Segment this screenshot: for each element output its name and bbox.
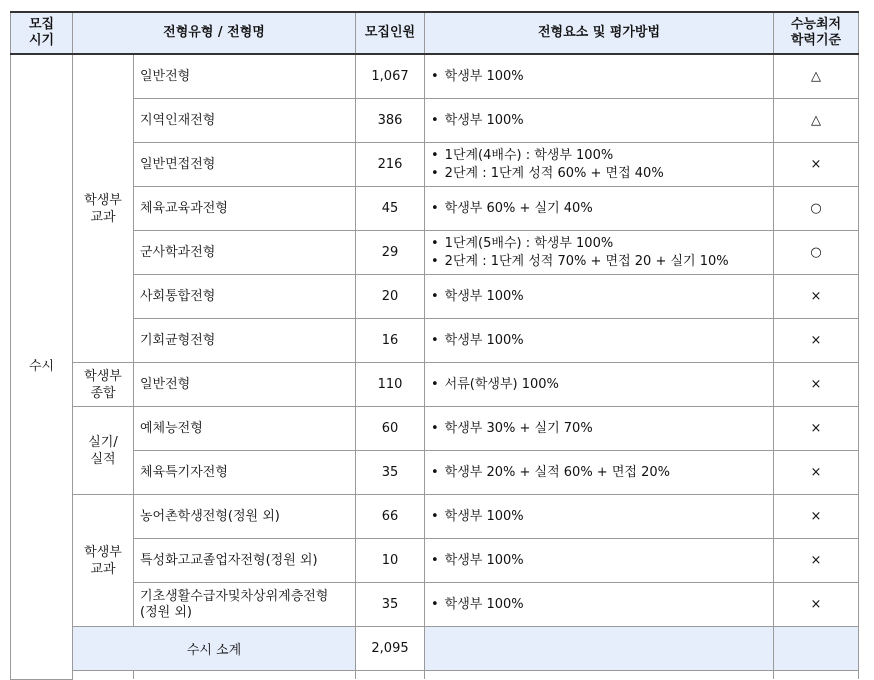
csat-symbol: ×	[774, 143, 859, 187]
table-row	[11, 407, 859, 451]
method-line: • 학생부 30% + 실기 70%	[431, 420, 773, 438]
admission-name: 사회통합전형	[134, 275, 356, 319]
admission-name: 체육교육과전형	[134, 187, 356, 231]
method-line: • 1단계(4배수) : 학생부 100%	[431, 147, 773, 165]
group-cell: 학생부 교과	[73, 54, 134, 363]
admission-name: 기회균형전형	[134, 319, 356, 363]
quota-cell: 20	[356, 275, 425, 319]
table-row	[11, 54, 859, 99]
quota-cell: 45	[356, 187, 425, 231]
method-cell	[425, 407, 774, 451]
group-cell: 학생부 교과	[73, 495, 134, 627]
header-csat: 수능최저 학력기준	[774, 12, 859, 54]
method-line: • 1단계(5배수) : 학생부 100%	[431, 235, 773, 253]
admission-name: 지역인재전형	[134, 99, 356, 143]
quota-cell: 216	[356, 143, 425, 187]
admission-name: 농어촌학생전형(정원 외)	[134, 495, 356, 539]
method-line: • 학생부 100%	[431, 596, 773, 614]
table-row	[11, 539, 859, 583]
table-row	[11, 187, 859, 231]
method-cell	[425, 99, 774, 143]
admission-name: 군사학과전형	[134, 231, 356, 275]
subtotal-label: 수시 소계	[73, 627, 356, 671]
method-cell	[425, 54, 774, 99]
method-line: • 학생부 60% + 실기 40%	[431, 200, 773, 218]
group-cell: 실기/ 실적	[73, 407, 134, 495]
table-row	[11, 363, 859, 407]
quota-cell: 10	[356, 539, 425, 583]
admission-name: 예체능전형	[134, 407, 356, 451]
subtotal-method-empty	[425, 627, 774, 671]
method-cell	[425, 363, 774, 407]
method-line: • 학생부 100%	[431, 332, 773, 350]
subtotal-csat-empty	[774, 627, 859, 671]
method-cell	[425, 275, 774, 319]
table-row	[11, 275, 859, 319]
quota-cell: 16	[356, 319, 425, 363]
method-line: • 학생부 100%	[431, 112, 773, 130]
period-cell: 수시	[11, 54, 73, 679]
csat-symbol: ○	[774, 187, 859, 231]
quota-cell: 35	[356, 583, 425, 627]
group-cell: 학생부 종합	[73, 363, 134, 407]
method-cell	[425, 539, 774, 583]
header-quota: 모집인원	[356, 12, 425, 54]
admission-name: 일반면접전형	[134, 143, 356, 187]
quota-cell: 1,067	[356, 54, 425, 99]
csat-symbol: ×	[774, 495, 859, 539]
method-line: • 학생부 100%	[431, 552, 773, 570]
csat-symbol: ×	[774, 275, 859, 319]
method-cell	[425, 231, 774, 275]
csat-symbol: ×	[774, 451, 859, 495]
header-method: 전형요소 및 평가방법	[425, 12, 774, 54]
admission-name: 특성화고교졸업자전형(정원 외)	[134, 539, 356, 583]
method-line: • 학생부 100%	[431, 508, 773, 526]
csat-symbol: △	[774, 54, 859, 99]
quota-cell: 110	[356, 363, 425, 407]
method-line: • 2단계 : 1단계 성적 60% + 면접 40%	[431, 165, 773, 183]
method-cell	[425, 451, 774, 495]
subtotal-quota: 2,095	[356, 627, 425, 671]
csat-symbol: ×	[774, 407, 859, 451]
csat-symbol: ×	[774, 583, 859, 627]
table-row	[11, 451, 859, 495]
table-row	[11, 231, 859, 275]
method-line: • 학생부 100%	[431, 288, 773, 306]
admission-name: 일반전형	[134, 363, 356, 407]
quota-cell: 29	[356, 231, 425, 275]
quota-cell: 35	[356, 451, 425, 495]
quota-cell: 386	[356, 99, 425, 143]
csat-symbol: ×	[774, 319, 859, 363]
header-row	[11, 12, 859, 54]
quota-cell: 66	[356, 495, 425, 539]
method-cell	[425, 583, 774, 627]
method-cell	[425, 495, 774, 539]
admissions-table	[10, 11, 859, 680]
csat-symbol: ×	[774, 363, 859, 407]
admission-name: 일반전형	[134, 54, 356, 99]
table-row	[11, 495, 859, 539]
quota-cell: 60	[356, 407, 425, 451]
subtotal-row	[11, 627, 859, 671]
admission-name: 체육특기자전형	[134, 451, 356, 495]
method-cell	[425, 187, 774, 231]
table-row	[11, 143, 859, 187]
csat-symbol: ○	[774, 231, 859, 275]
method-line: • 학생부 100%	[431, 68, 773, 86]
csat-symbol: ×	[774, 539, 859, 583]
method-line: • 2단계 : 1단계 성적 70% + 면접 20 + 실기 10%	[431, 253, 773, 271]
method-line: • 서류(학생부) 100%	[431, 376, 773, 394]
method-line: • 학생부 20% + 실적 60% + 면접 20%	[431, 464, 773, 482]
table-row	[11, 99, 859, 143]
admission-name: 기초생활수급자및차상위계층전형 (정원 외)	[134, 583, 356, 627]
header-period: 모집 시기	[11, 12, 73, 54]
method-cell	[425, 143, 774, 187]
table-row	[11, 319, 859, 363]
method-cell	[425, 319, 774, 363]
table-row	[11, 583, 859, 627]
csat-symbol: △	[774, 99, 859, 143]
header-type-name: 전형유형 / 전형명	[73, 12, 356, 54]
